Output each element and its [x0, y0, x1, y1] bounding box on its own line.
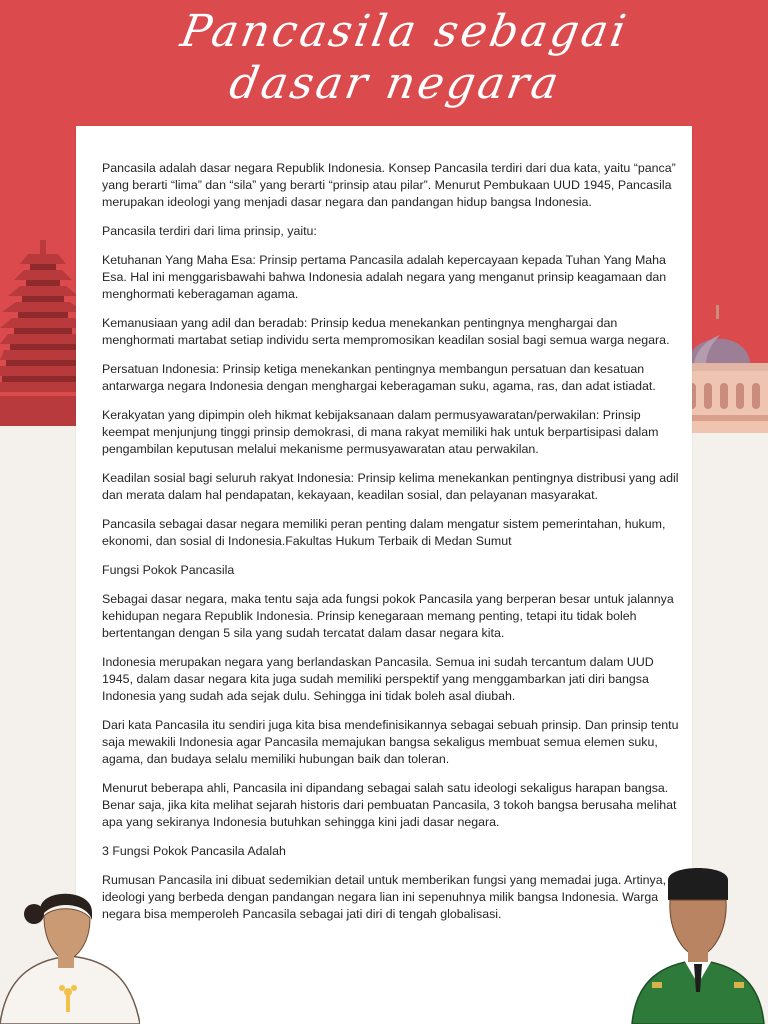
- title-line-2: dasar negara: [225, 58, 566, 109]
- paragraph-fungsi-3: Dari kata Pancasila itu sendiri juga kita bisa mendefinisikannya sebagai sebuah prinsip. Dan prinsip tentu saja mewakili Indonesia agar Pancasila memajukan bangsa sekaligus membuat semua elemen suku, agama, dan budaya selalu memiliki hubungan baik dan toleran.: [102, 718, 679, 766]
- paragraph-fungsi-2: Indonesia merupakan negara yang berlandaskan Pancasila. Semua ini sudah tercantum dalam UUD 1945, dalam dasar negara kita juga sudah memiliki perspektif yang menggambarkan jati diri bangsa Indonesia yang sudah ada sejak dulu. Sehingga ini tidak boleh asal diubah.: [102, 655, 654, 703]
- paragraph-sila-1: Ketuhanan Yang Maha Esa: Prinsip pertama Pancasila adalah kepercayaan kepada Tuhan Yang Maha Esa. Hal ini menggarisbawahi bahwa Indonesia adalah negara yang menganut prinsip keagamaan dan menghormati keberagaman agama.: [102, 253, 667, 301]
- man-portrait-illustration: [628, 860, 768, 1024]
- paragraph-role: Pancasila sebagai dasar negara memiliki peran penting dalam mengatur sistem pemerintahan, hukum, ekonomi, dan sosial di Indonesia.Fakultas Hukum Terbaik di Medan Sumut: [102, 517, 666, 548]
- paragraph-rumusan: Rumusan Pancasila ini dibuat sedemikian detail untuk memberikan fungsi yang memadai juga. Artinya, ideologi yang berbeda dengan pandangan negara lian ini sepenuhnya milik bangsa Indonesia. Warga negara bisa memperoleh Pancasila sebagai jati diri di tengah globalisasi.: [102, 873, 667, 921]
- woman-portrait-illustration: [0, 880, 140, 1024]
- paragraph-fungsi-1: Sebagai dasar negara, maka tentu saja ada fungsi pokok Pancasila yang berperan besar untuk jalannya kehidupan negara Republik Indonesia. Prinsip kenegaraan memang penting, tetapi itu tidak boleh bertentangan dengan 5 sila yang sudah tercatat dalam dasar negara kita.: [102, 592, 674, 640]
- mosque-dome-illustration: [680, 305, 768, 435]
- heading-3-fungsi: 3 Fungsi Pokok Pancasila Adalah: [102, 844, 286, 858]
- heading-fungsi-pokok: Fungsi Pokok Pancasila: [102, 563, 235, 577]
- paragraph-sila-5: Keadilan sosial bagi seluruh rakyat Indonesia: Prinsip kelima menekankan pentingnya distribusi yang adil dan merata dalam hal pendapatan, kekayaan, keadilan sosial, dan pelayanan masyarakat.: [102, 471, 679, 502]
- paragraph-fungsi-4: Menurut beberapa ahli, Pancasila ini dipandang sebagai salah satu ideologi sekaligus harapan bangsa. Benar saja, jika kita melihat sejarah historis dari pembuatan Pancasila, 3 tokoh bangsa berusaha melihat apa yang sekiranya Indonesia butuhkan sehingga kini jadi dasar negara.: [102, 781, 677, 829]
- page-title: [111, 6, 689, 110]
- paragraph-intro: Pancasila adalah dasar negara Republik Indonesia. Konsep Pancasila terdiri dari dua kata, yaitu “panca” yang berarti “lima” dan “sila” yang berarti “prinsip atau pilar”. Menurut Pembukaan UUD 1945, Pancasila merupakan ideologi yang menjadi dasar negara dan pandangan hidup bangsa Indonesia.: [102, 161, 676, 209]
- paragraph-sila-3: Persatuan Indonesia: Prinsip ketiga menekankan pentingnya membangun persatuan dan kesatuan antarwarga negara Indonesia dengan menghargai keberagaman suku, agama, ras, dan adat istiadat.: [102, 362, 656, 393]
- paragraph-sila-2: Kemanusiaan yang adil dan beradab: Prinsip kedua menekankan pentingnya menghargai dan menghormati martabat setiap individu serta mempromosikan keadilan sosial bagi semua warga negara.: [102, 316, 670, 347]
- title-line-1: Pancasila sebagai: [176, 6, 633, 57]
- paragraph-principles-intro: Pancasila terdiri dari lima prinsip, yaitu:: [102, 224, 317, 238]
- document-body: [102, 160, 680, 935]
- paragraph-sila-4: Kerakyatan yang dipimpin oleh hikmat kebijaksanaan dalam permusyawaratan/perwakilan: Prinsip keempat menjunjung tinggi prinsip demokrasi, di mana rakyat memiliki hak untuk berpartisipasi dalam pengambilan keputusan melalui mekanisme permusyawaratan atau perwakilan.: [102, 408, 659, 456]
